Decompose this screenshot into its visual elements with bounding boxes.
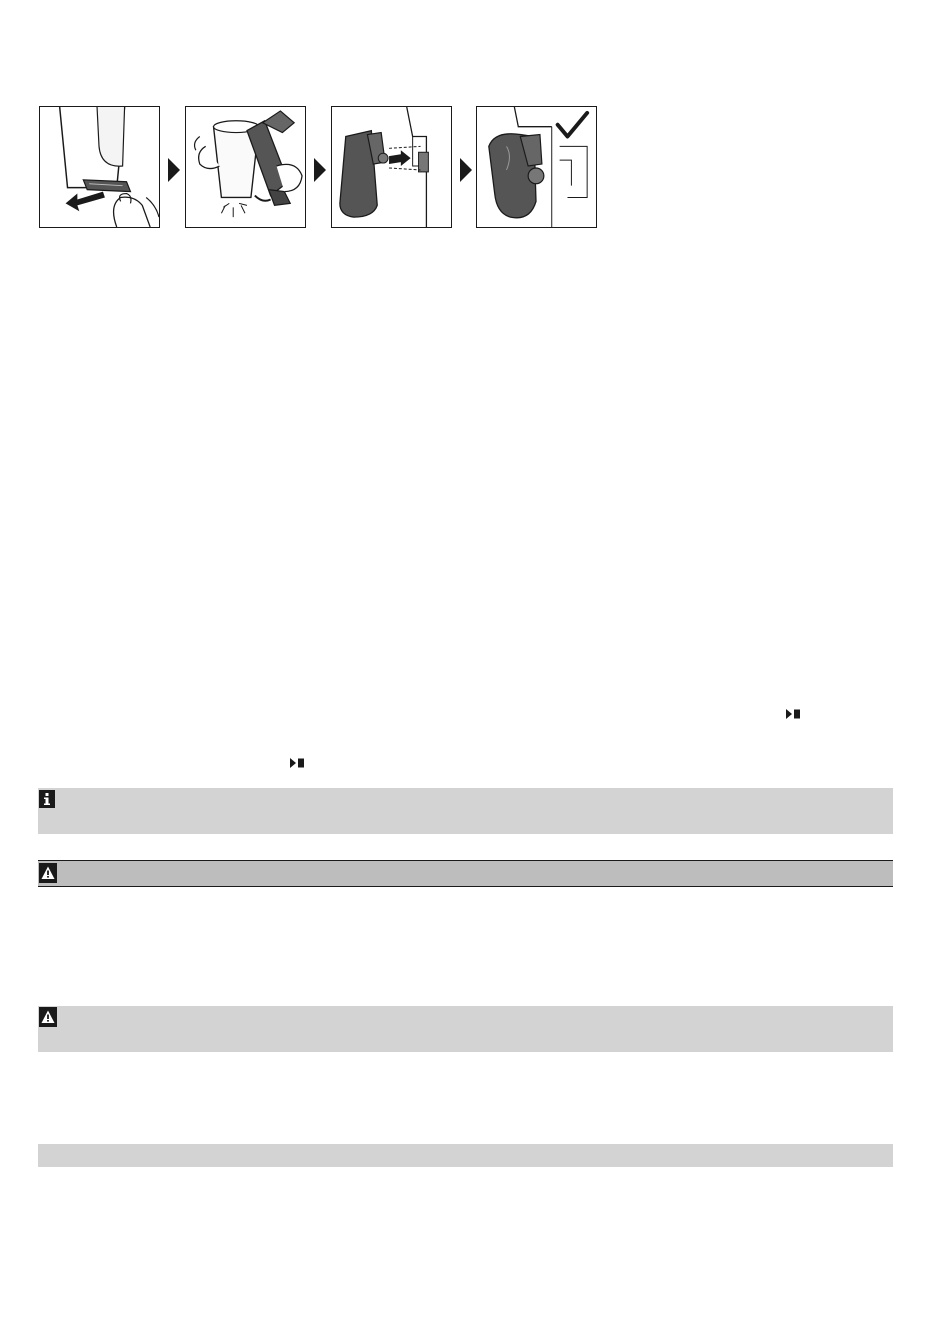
step-3-panel bbox=[331, 106, 452, 228]
triangle-right-icon bbox=[314, 158, 326, 182]
info-icon bbox=[39, 790, 55, 808]
step-2-panel bbox=[185, 106, 306, 228]
warning-notice-bar bbox=[38, 860, 893, 887]
info-notice-bar bbox=[38, 788, 893, 834]
triangle-right-icon bbox=[460, 158, 472, 182]
filter-cap-removal-illustration bbox=[40, 107, 159, 227]
warning-icon bbox=[39, 1007, 57, 1027]
filter-installed-checkmark-illustration bbox=[477, 107, 596, 227]
filter-insert-illustration bbox=[332, 107, 451, 227]
step-1-panel bbox=[39, 106, 160, 228]
play-stop-icon bbox=[786, 708, 800, 720]
warning-icon bbox=[39, 863, 57, 883]
section-header-bar bbox=[38, 1144, 893, 1167]
filter-soak-illustration bbox=[186, 107, 305, 227]
warning-notice-bar bbox=[38, 1006, 893, 1052]
play-stop-icon bbox=[290, 757, 304, 769]
step-4-panel bbox=[476, 106, 597, 228]
triangle-right-icon bbox=[168, 158, 180, 182]
